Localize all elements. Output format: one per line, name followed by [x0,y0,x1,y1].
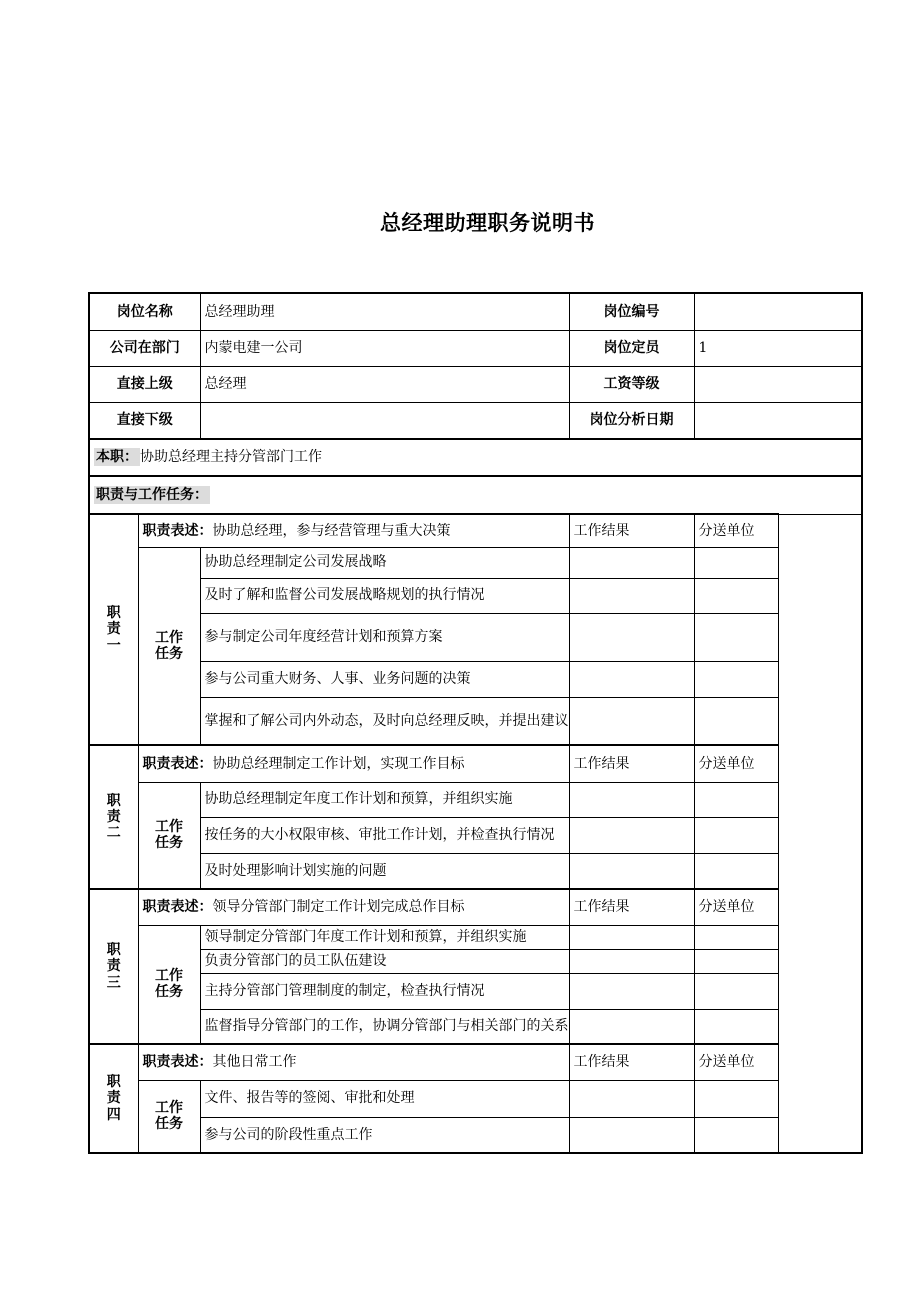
position-no-value [694,293,862,330]
task-row [89,973,862,1009]
info-row [89,293,862,330]
info-row [89,402,862,439]
task-text: 参与制定公司年度经营计划和预算方案 [200,613,569,661]
position-no-label: 岗位编号 [569,293,694,330]
col-result: 工作结果 [569,889,694,925]
position-name-label: 岗位名称 [89,293,200,330]
duty-name: 职 责 三 [89,889,138,1044]
superior-label: 直接上级 [89,366,200,402]
duty-desc-label: 职责表述： [142,755,213,772]
col-result: 工作结果 [569,514,694,547]
task-row [89,817,862,853]
headcount-value: 1 [694,330,862,366]
duty-desc-row [89,889,862,925]
main-duty-label: 本职： [96,449,138,466]
task-text: 参与公司的阶段性重点工作 [200,1117,569,1153]
task-row [89,547,862,578]
duty-desc: 协助总经理制定工作计划，实现工作目标 [212,755,465,772]
duty-desc: 其他日常工作 [212,1054,297,1071]
task-text: 按任务的大小权限审核、审批工作计划，并检查执行情况 [200,817,569,853]
department-label: 公司在部门 [89,330,200,366]
col-result: 工作结果 [569,745,694,782]
duty-name: 职 责 四 [89,1044,138,1153]
task-row [89,578,862,613]
duties-heading-row [89,476,862,514]
task-text: 参与公司重大财务、人事、业务问题的决策 [200,661,569,697]
task-row [89,949,862,973]
duty-desc-row [89,514,862,547]
col-recipient: 分送单位 [694,745,778,782]
subordinate-label: 直接下级 [89,402,200,439]
salary-label: 工资等级 [569,366,694,402]
duty-desc-row [89,745,862,782]
salary-value [694,366,862,402]
col-recipient: 分送单位 [694,1044,778,1080]
duty-desc-row [89,1044,862,1080]
position-name-value: 总经理助理 [200,293,569,330]
department-value: 内蒙电建一公司 [200,330,569,366]
duty-name: 职 责 一 [89,514,138,745]
task-text: 及时了解和监督公司发展战略规划的执行情况 [200,578,569,613]
col-recipient: 分送单位 [694,889,778,925]
task-row [89,1080,862,1117]
task-text: 负责分管部门的员工队伍建设 [200,949,569,973]
task-text: 掌握和了解公司内外动态，及时向总经理反映，并提出建议 [200,697,569,745]
duty-desc-label: 职责表述： [142,1054,213,1071]
task-row [89,782,862,817]
work-task-label: 工作 任务 [138,547,200,745]
col-result: 工作结果 [569,1044,694,1080]
task-text: 协助总经理制定公司发展战略 [200,547,569,578]
task-row [89,1009,862,1044]
page-title: 总经理助理职务说明书 [380,211,595,235]
task-text: 领导制定分管部门年度工作计划和预算，并组织实施 [200,925,569,949]
task-text: 文件、报告等的签阅、审批和处理 [200,1080,569,1117]
subordinate-value [200,402,569,439]
task-row [89,925,862,949]
col-recipient: 分送单位 [694,514,778,547]
superior-value: 总经理 [200,366,569,402]
analysis-date-label: 岗位分析日期 [569,402,694,439]
analysis-date-value [694,402,862,439]
work-task-label: 工作 任务 [138,925,200,1044]
task-row [89,853,862,889]
main-duty-text: 协助总经理主持分管部门工作 [140,449,322,466]
work-task-label: 工作 任务 [138,1080,200,1153]
job-description-table [88,292,863,1154]
task-text: 协助总经理制定年度工作计划和预算，并组织实施 [200,782,569,817]
task-row [89,613,862,661]
duty-name: 职 责 二 [89,745,138,889]
duty-desc: 领导分管部门制定工作计划完成总作目标 [212,899,465,916]
task-row [89,697,862,745]
task-text: 主持分管部门管理制度的制定，检查执行情况 [200,973,569,1009]
headcount-label: 岗位定员 [569,330,694,366]
duty-desc-label: 职责表述： [142,899,213,916]
task-row [89,1117,862,1153]
task-text: 及时处理影响计划实施的问题 [200,853,569,889]
task-row [89,661,862,697]
info-row [89,366,862,402]
duties-heading: 职责与工作任务： [96,486,208,503]
info-row [89,330,862,366]
duty-desc: 协助总经理，参与经营管理与重大决策 [212,522,451,539]
task-text: 监督指导分管部门的工作，协调分管部门与相关部门的关系 [200,1009,569,1044]
duty-desc-label: 职责表述： [142,522,213,539]
work-task-label: 工作 任务 [138,782,200,889]
main-duty-row [89,439,862,476]
